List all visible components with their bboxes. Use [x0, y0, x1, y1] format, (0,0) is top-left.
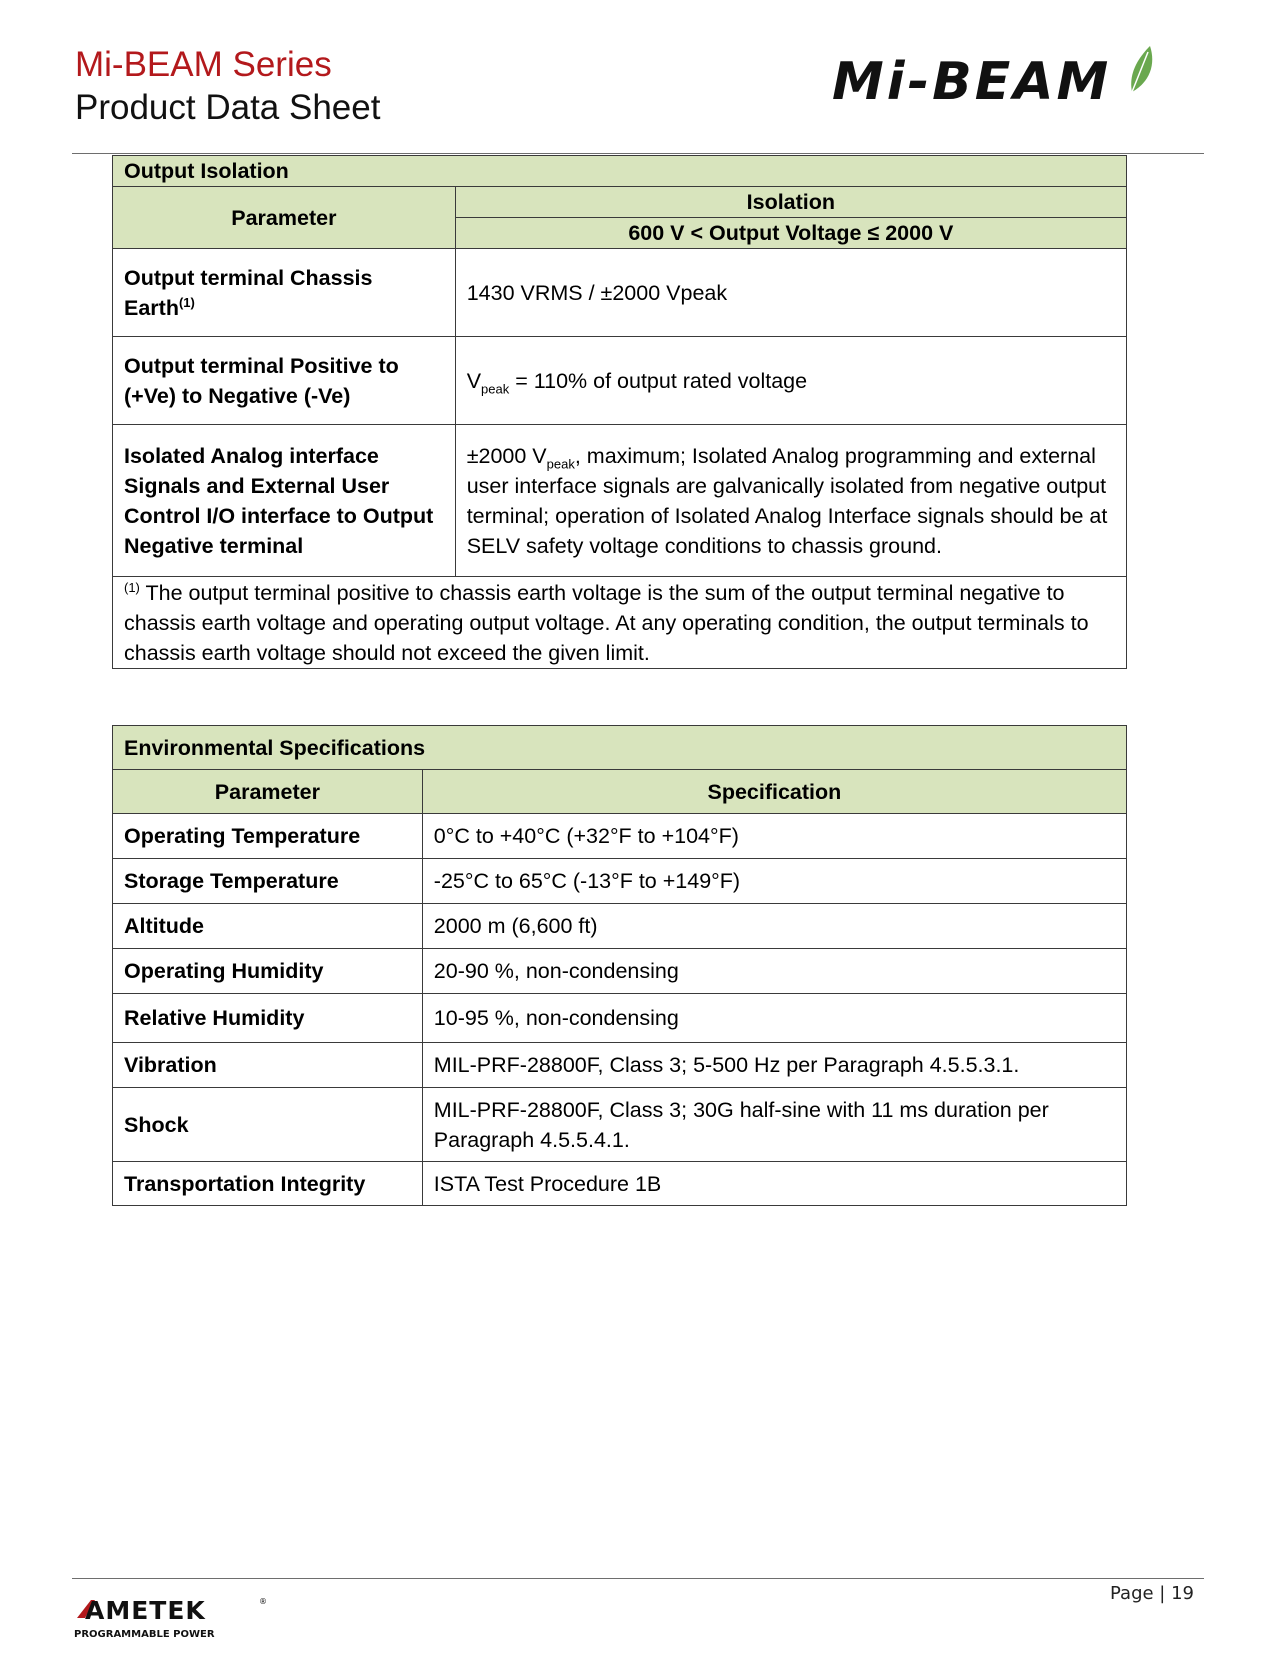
header-divider	[72, 153, 1204, 154]
param-cell: Storage Temperature	[113, 859, 423, 904]
param-cell	[113, 249, 456, 337]
table-row	[113, 904, 1127, 949]
param-cell: Operating Temperature	[113, 814, 423, 859]
output-isolation-title: Output Isolation	[113, 156, 1127, 187]
footnote-text: The output terminal positive to chassis earth voltage is the sum of the output terminal negative to chassis earth voltage and operating output voltage. At any operating condition, the output terminals to chassis earth voltage should not exceed the given limit.	[124, 580, 1089, 665]
page-number: Page | 19	[1110, 1583, 1194, 1604]
value-text: = 110% of output rated voltage	[509, 368, 808, 393]
logo-text: Mi-BEAM	[832, 52, 1112, 108]
value-cell: MIL-PRF-28800F, Class 3; 5-500 Hz per Paragraph 4.5.5.3.1.	[422, 1043, 1126, 1088]
footnote-ref: (1)	[178, 294, 195, 310]
param-header: Parameter	[113, 770, 423, 814]
value-cell: 10-95 %, non-condensing	[422, 994, 1126, 1043]
value-text: V	[466, 368, 482, 393]
environmental-title: Environmental Specifications	[113, 726, 1127, 770]
footnote-marker: (1)	[124, 579, 140, 595]
table-row	[113, 949, 1127, 994]
output-isolation-table	[112, 155, 1127, 669]
param-cell: Vibration	[113, 1043, 423, 1088]
value-cell	[455, 337, 1126, 425]
value-cell: -25°C to 65°C (-13°F to +149°F)	[422, 859, 1126, 904]
table-row	[113, 994, 1127, 1043]
param-header: Parameter	[113, 187, 456, 249]
ametek-registered-mark: ®	[259, 1597, 267, 1606]
param-cell: Operating Humidity	[113, 949, 423, 994]
value-cell: ISTA Test Procedure 1B	[422, 1162, 1126, 1206]
table-row	[113, 814, 1127, 859]
environmental-table	[112, 725, 1127, 1206]
param-cell: Isolated Analog interface Signals and External User Control I/O interface to Output Negative terminal	[113, 425, 456, 577]
table-row	[113, 1162, 1127, 1206]
value-subscript: peak	[481, 380, 510, 396]
value-cell: 0°C to +40°C (+32°F to +104°F)	[422, 814, 1126, 859]
value-cell: 20-90 %, non-condensing	[422, 949, 1126, 994]
value-text: ±2000 V	[466, 443, 547, 468]
value-subscript: peak	[546, 455, 575, 471]
footnote-cell	[113, 577, 1127, 669]
param-cell: Output terminal Positive to (+Ve) to Negative (-Ve)	[113, 337, 456, 425]
param-cell: Transportation Integrity	[113, 1162, 423, 1206]
mi-beam-logo	[832, 44, 1172, 108]
param-cell: Shock	[113, 1088, 423, 1162]
footer-divider	[72, 1578, 1204, 1579]
series-title: Mi-BEAM Series	[75, 45, 332, 84]
param-cell: Altitude	[113, 904, 423, 949]
value-cell	[455, 425, 1126, 577]
value-text: , maximum; Isolated Analog programming and external user interface signals are galvanically isolated from negative output terminal; operation of Isolated Analog Interface signals should be at SELV safety voltage conditions to chassis ground.	[466, 443, 1108, 558]
table-row	[113, 1043, 1127, 1088]
ametek-logo	[73, 1588, 273, 1648]
table-row	[113, 859, 1127, 904]
table-row	[113, 1088, 1127, 1162]
spec-header: Specification	[422, 770, 1126, 814]
param-cell: Relative Humidity	[113, 994, 423, 1043]
value-cell: 2000 m (6,600 ft)	[422, 904, 1126, 949]
isolation-header: Isolation	[455, 187, 1126, 218]
ametek-tagline: PROGRAMMABLE POWER	[74, 1629, 215, 1640]
sheet-title: Product Data Sheet	[75, 88, 381, 127]
value-cell: 1430 VRMS / ±2000 Vpeak	[455, 249, 1126, 337]
voltage-range-header: 600 V < Output Voltage ≤ 2000 V	[455, 218, 1126, 249]
value-cell: MIL-PRF-28800F, Class 3; 30G half-sine with 11 ms duration per Paragraph 4.5.5.4.1.	[422, 1088, 1126, 1162]
ametek-brand: AMETEK	[85, 1596, 206, 1625]
param-label: Output terminal Chassis Earth	[124, 265, 373, 320]
